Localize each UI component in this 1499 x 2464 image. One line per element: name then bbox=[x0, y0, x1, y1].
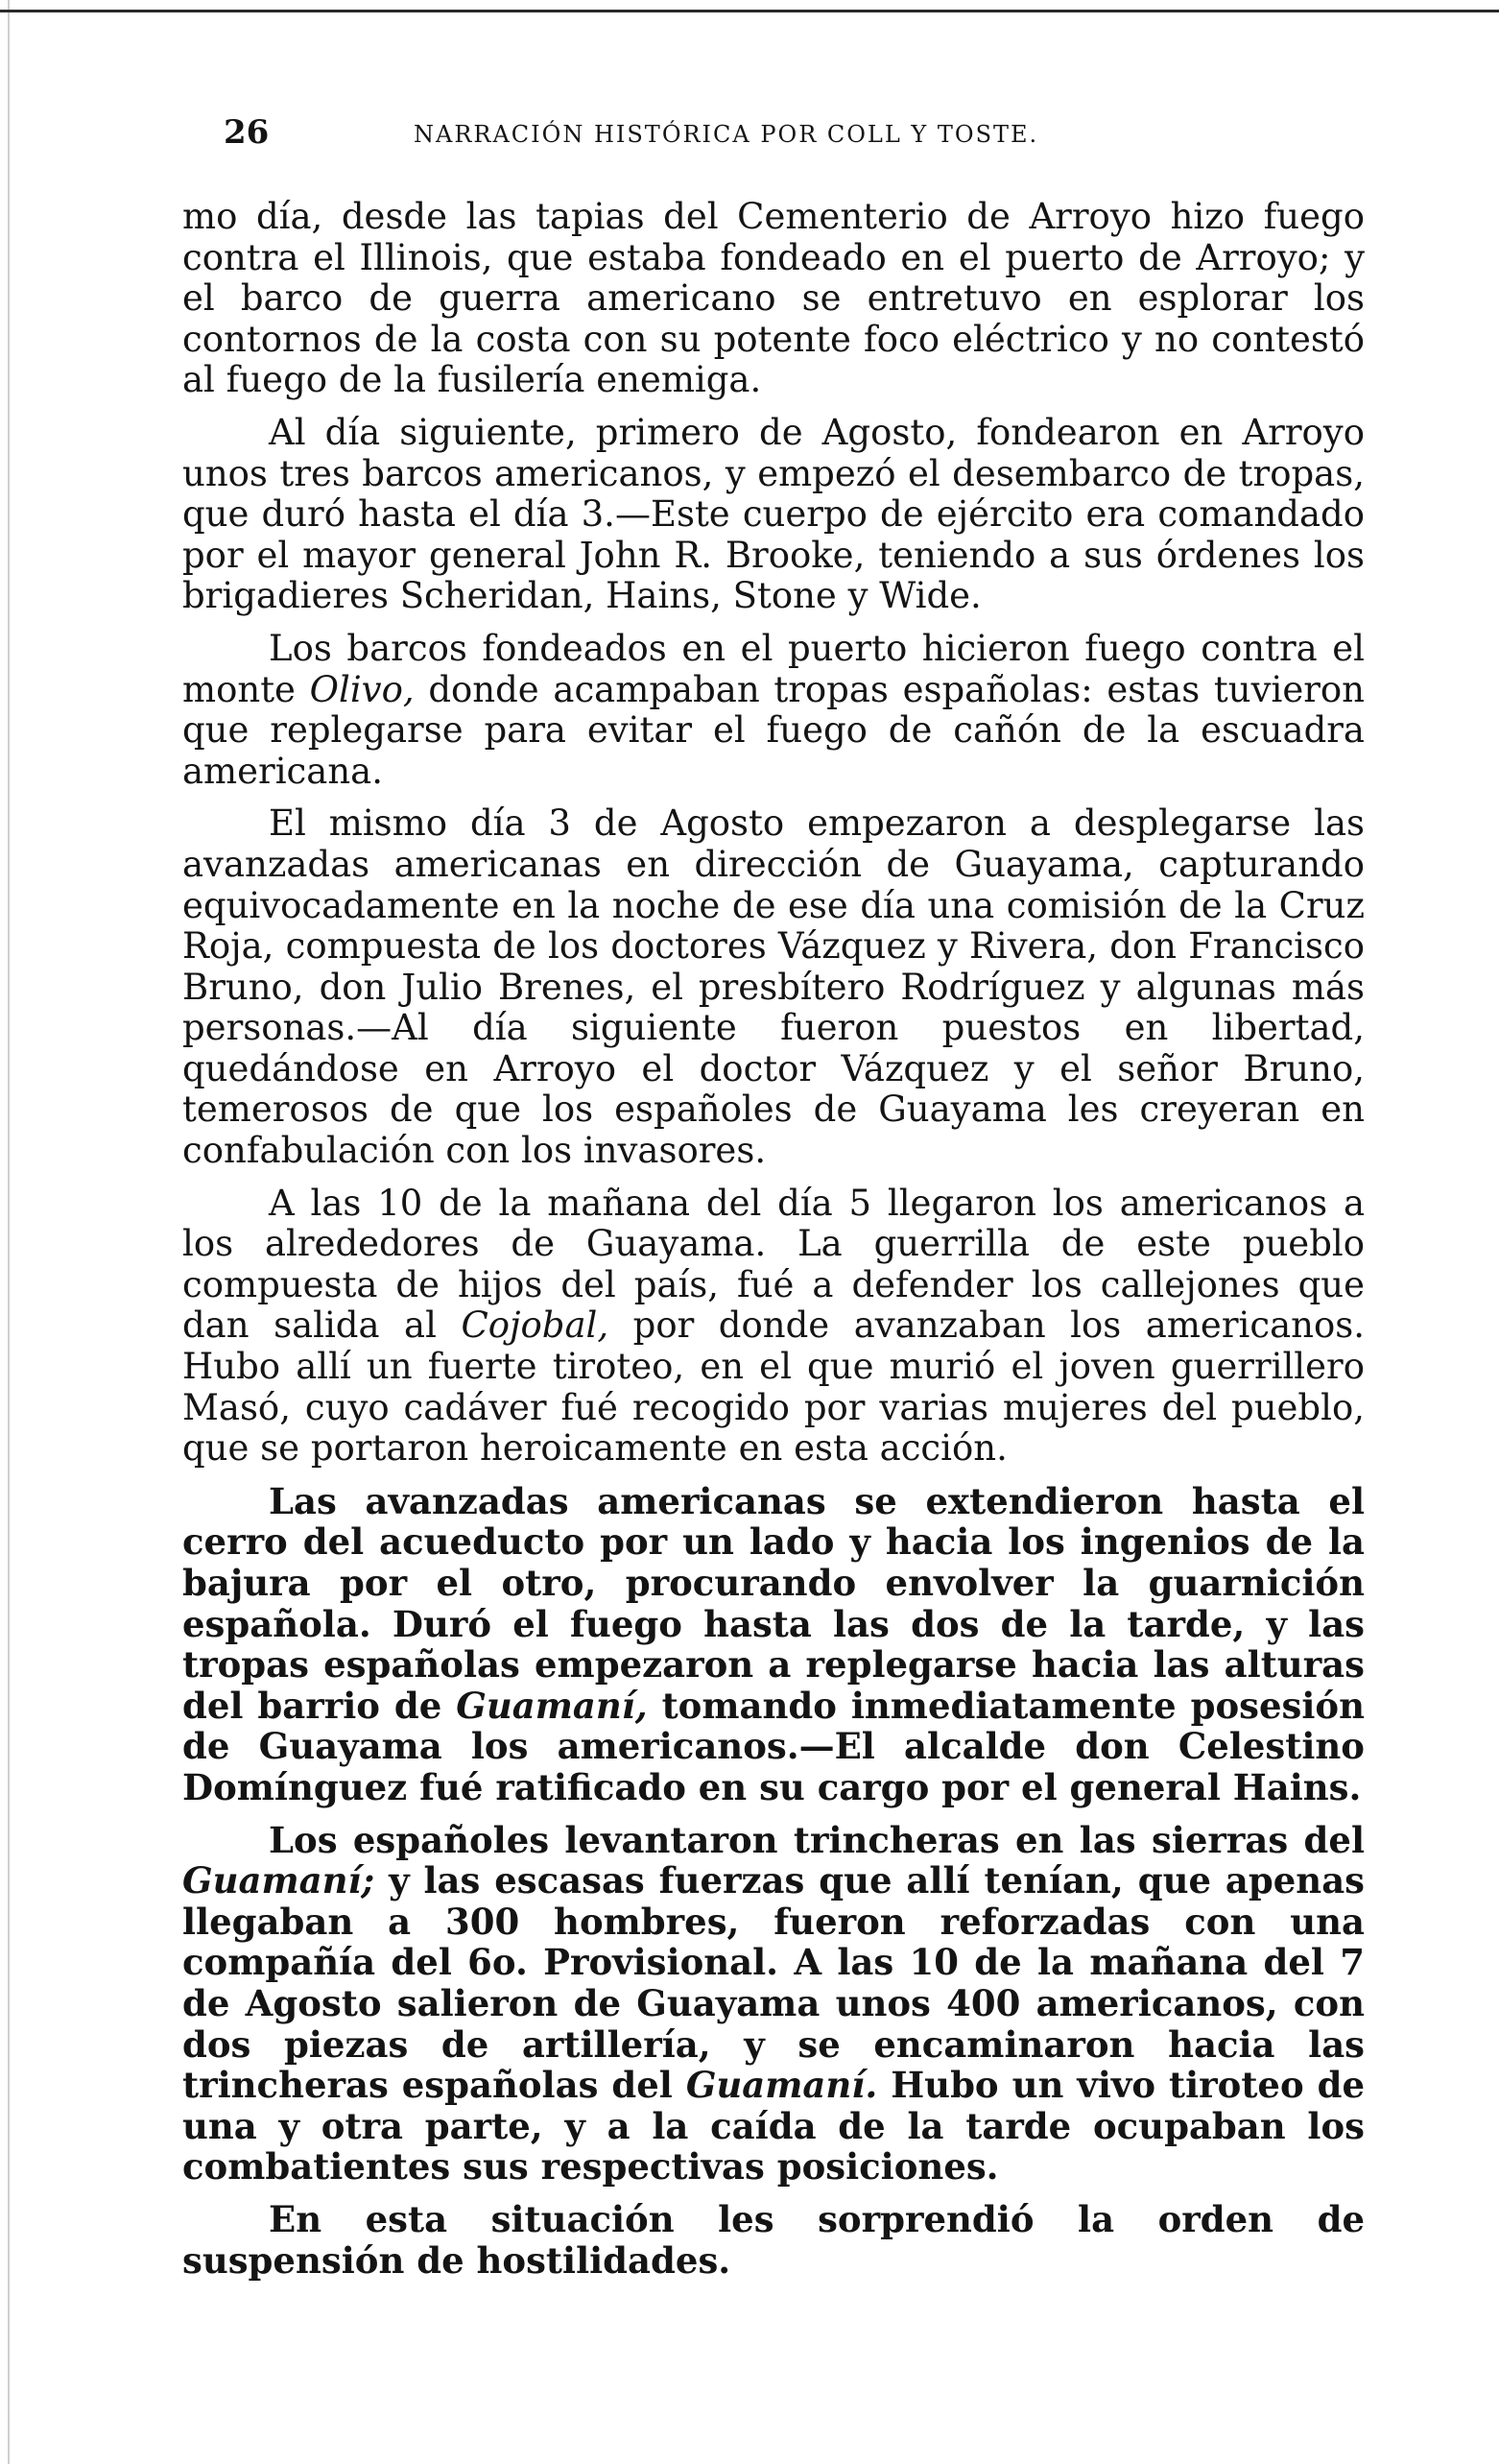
paragraph bbox=[182, 1820, 1365, 2188]
text-segment: Los barcos fondeados en el puerto hicieron fuego contra el monte bbox=[182, 627, 1365, 710]
page-header bbox=[224, 113, 1375, 167]
top-rule bbox=[0, 10, 1499, 12]
text-segment: El mismo día 3 de Agosto empezaron a desplegarse las avanzadas americanas en dirección de Guayama, capturando equivocadamente en la noche de ese día una comisión de la Cruz Roja, compuesta de los doctores Vázquez y Rivera, don Francisco Bruno, don Julio Brenes, el presbítero Rodríguez y algunas más personas.—Al día siguiente fueron puestos en libertad, quedándose en Arroyo el doctor Vázquez y el señor Bruno, temerosos de que los españoles de Guayama les creyeran en confabulación con los invasores. bbox=[182, 802, 1365, 1172]
paragraph bbox=[182, 1481, 1365, 1808]
text-segment: donde acampaban tropas españolas: estas tuvieron que replegarse para evitar el fuego de cañón de la escuadra americana. bbox=[182, 668, 1366, 792]
text-segment: A las 10 de la mañana del día 5 llegaron los americanos a los alrededores de Guayama. La guerrilla de este pueblo compuesta de hijos del país, fué a defender los callejones que dan salida al bbox=[182, 1182, 1365, 1347]
text-segment: tomando inmediatamente posesión de Guayama los americanos.—El alcalde don Celestino Domínguez fué ratificado en su cargo por el general Hains. bbox=[182, 1684, 1365, 1808]
paragraph bbox=[182, 629, 1365, 792]
text-segment: Los españoles levantaron trincheras en las sierras del bbox=[269, 1818, 1365, 1861]
page-number: 26 bbox=[224, 113, 270, 152]
paragraph bbox=[182, 413, 1365, 617]
italic-place-name: Olivo, bbox=[309, 668, 415, 710]
text-segment: por donde avanzaban los americanos. Hubo allí un fuerte tiroteo, en el que murió el joven guerrillero Masó, cuyo cadáver fué recogido por varias mujeres del pueblo, que se portaron heroicamente en esta acción. bbox=[182, 1304, 1365, 1470]
running-head: NARRACIÓN HISTÓRICA POR COLL Y TOSTE. bbox=[414, 121, 1039, 148]
page-edge-rule bbox=[8, 0, 10, 2464]
italic-place-name: Guamaní, bbox=[456, 1684, 648, 1727]
paragraph bbox=[182, 197, 1365, 401]
paragraph bbox=[182, 803, 1365, 1171]
text-segment: Las avanzadas americanas se extendieron hasta el cerro del acueducto por un lado y hacia los ingenios de la bajura por el otro, procurando envolver la guarnición española. Duró el fuego hasta las dos de la tarde, y las tropas españolas empezaron a replegarse hacia las alturas del barrio de bbox=[182, 1479, 1365, 1727]
text-segment: En esta situación les sorprendió la orden de suspensión de hostilidades. bbox=[182, 2197, 1365, 2282]
text-segment: Hubo un vivo tiroteo de una y otra parte, y a la caída de la tarde ocupaban los combatientes sus respectivas posiciones. bbox=[182, 2064, 1366, 2189]
body-text bbox=[182, 197, 1365, 2281]
paragraph bbox=[182, 2199, 1365, 2281]
text-segment: mo día, desde las tapias del Cementerio de Arroyo hizo fuego contra el Illinois, que estaba fondeado en el puerto de Arroyo; y el barco de guerra americano se entretuvo en esplorar los contornos de la costa con su potente foco eléctrico y no contestó al fuego de la fusilería enemiga. bbox=[182, 196, 1365, 401]
italic-place-name: Guamaní. bbox=[685, 2064, 878, 2107]
text-segment: y las escasas fuerzas que allí tenían, que apenas llegaban a 300 hombres, fueron reforzadas con una compañía del 6o. Provisional. A las 10 de la mañana del 7 de Agosto salieron de Guayama unos 400 americanos, con dos piezas de artillería, y se encaminaron hacia las trincheras españolas del bbox=[182, 1859, 1365, 2107]
italic-place-name: Cojobal, bbox=[461, 1304, 609, 1347]
text-segment: Al día siguiente, primero de Agosto, fondearon en Arroyo unos tres barcos americanos, y empezó el desembarco de tropas, que duró hasta el día 3.—Este cuerpo de ejército era comandado por el mayor general John R. Brooke, teniendo a sus órdenes los brigadieres Scheridan, Hains, Stone y Wide. bbox=[182, 411, 1365, 617]
italic-place-name: Guamaní; bbox=[182, 1859, 375, 1902]
paragraph bbox=[182, 1184, 1365, 1470]
